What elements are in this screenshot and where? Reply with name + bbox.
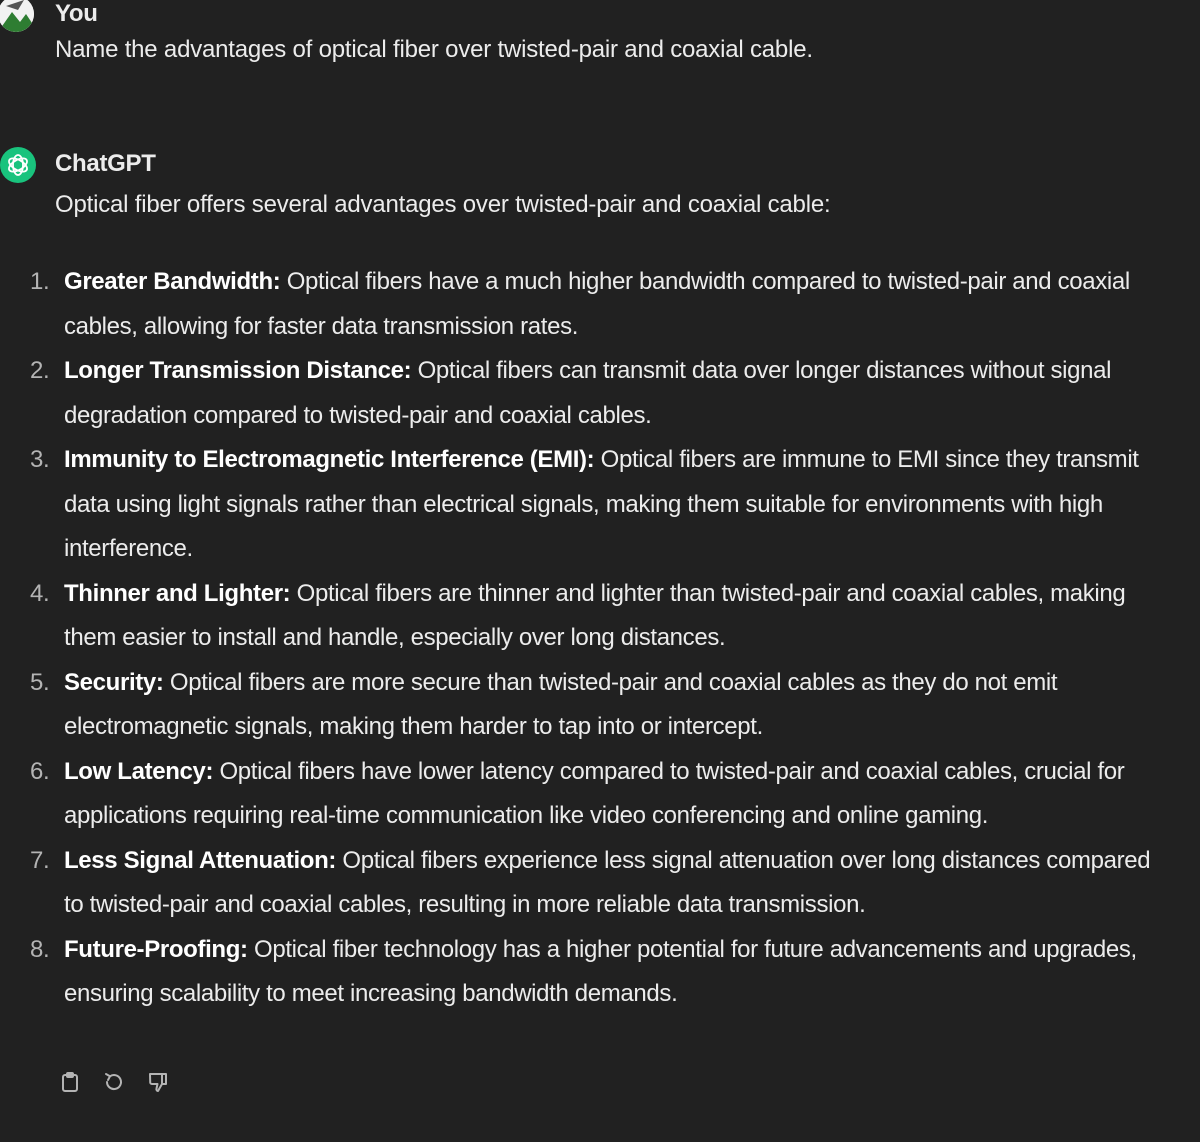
user-message-text: Name the advantages of optical fiber over twisted-pair and coaxial cable. [55, 36, 813, 63]
list-item: 7. Less Signal Attenuation: Optical fibers experience less signal attenuation over long distances compared to twisted-pair and coaxial cables, resulting in more reliable data transmission. [30, 846, 1151, 918]
list-item: 6. Low Latency: Optical fibers have lower latency compared to twisted-pair and coaxial cables, crucial for applications requiring real-time communication like video conferencing and online gaming. [30, 757, 1125, 829]
message-actions [58, 1070, 170, 1094]
list-item: 4. Thinner and Lighter: Optical fibers are thinner and lighter than twisted-pair and coaxial cables, making them easier to install and handle, especially over long distances. [30, 579, 1126, 651]
list-item: 3. Immunity to Electromagnetic Interference (EMI): Optical fibers are immune to EMI since they transmit data using light signals rather than electrical signals, making them suitable for environments with high interference. [30, 446, 1139, 562]
user-author-name: You [55, 0, 98, 27]
list-item: 8. Future-Proofing: Optical fiber technology has a higher potential for future advancements and upgrades, ensuring scalability to meet increasing bandwidth demands. [30, 935, 1137, 1007]
advantages-list [0, 260, 1160, 1017]
user-avatar [0, 0, 34, 32]
thumbs-down-icon[interactable] [146, 1070, 170, 1094]
chatgpt-avatar [0, 147, 36, 183]
list-item: 5. Security: Optical fibers are more secure than twisted-pair and coaxial cables as they do not emit electromagnetic signals, making them harder to tap into or intercept. [30, 668, 1058, 740]
openai-logo-icon [5, 152, 31, 178]
assistant-intro: Optical fiber offers several advantages over twisted-pair and coaxial cable: [55, 191, 831, 218]
assistant-author-name: ChatGPT [55, 150, 156, 177]
clipboard-icon[interactable] [58, 1070, 82, 1094]
list-item: 2. Longer Transmission Distance: Optical fibers can transmit data over longer distances without signal degradation compared to twisted-pair and coaxial cables. [30, 357, 1112, 429]
list-item: 1. Greater Bandwidth: Optical fibers have a much higher bandwidth compared to twisted-pair and coaxial cables, allowing for faster data transmission rates. [30, 268, 1130, 340]
regenerate-icon[interactable] [102, 1070, 126, 1094]
